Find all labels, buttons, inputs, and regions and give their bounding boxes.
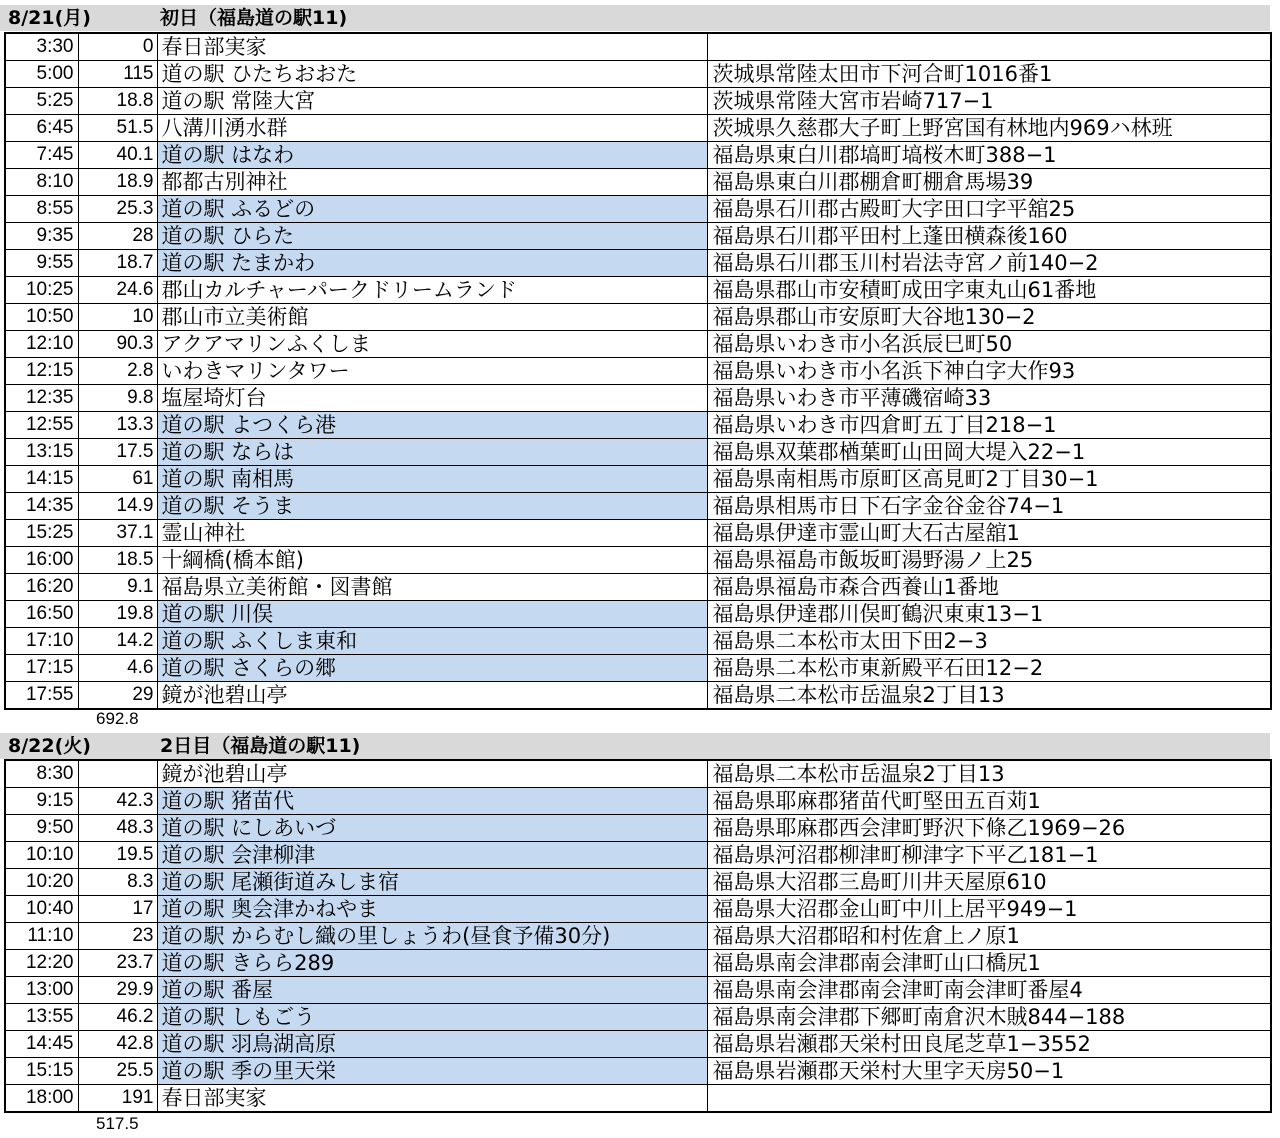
- place-name-cell: 春日部実家: [157, 1085, 707, 1113]
- time-cell: 8:30: [5, 760, 78, 788]
- place-name-cell: 道の駅 よつくら港: [157, 412, 707, 439]
- time-cell: 17:15: [5, 655, 78, 682]
- time-cell: 16:50: [5, 601, 78, 628]
- address-cell: 福島県南会津郡南会津町南会津町番屋4: [707, 977, 1271, 1004]
- table-row: [5, 760, 1271, 788]
- time-cell: 7:45: [5, 142, 78, 169]
- place-name-cell: いわきマリンタワー: [157, 358, 707, 385]
- place-name-cell: 十綱橋(橋本館): [157, 547, 707, 574]
- time-cell: 8:10: [5, 169, 78, 196]
- table-row: [5, 277, 1271, 304]
- day-header: [0, 5, 1270, 31]
- table-row: [5, 1085, 1271, 1113]
- time-cell: 6:45: [5, 115, 78, 142]
- schedule-table: [4, 32, 1272, 710]
- table-row: [5, 574, 1271, 601]
- place-name-cell: 道の駅 ひたちおおた: [157, 61, 707, 88]
- address-cell: 福島県岩瀬郡天栄村大里字天房50−1: [707, 1058, 1271, 1085]
- table-row: [5, 61, 1271, 88]
- place-name-cell: 道の駅 会津柳津: [157, 842, 707, 869]
- place-name-cell: 道の駅 しもごう: [157, 1004, 707, 1031]
- table-row: [5, 142, 1271, 169]
- place-name-cell: 福島県立美術館・図書館: [157, 574, 707, 601]
- distance-cell: 10: [78, 304, 157, 331]
- address-cell: 福島県福島市飯坂町湯野湯ノ上25: [707, 547, 1271, 574]
- address-cell: 福島県郡山市安原町大谷地130−2: [707, 304, 1271, 331]
- day-header: [0, 733, 1270, 759]
- distance-cell: 19.8: [78, 601, 157, 628]
- distance-cell: 19.5: [78, 842, 157, 869]
- table-row: [5, 977, 1271, 1004]
- table-row: [5, 412, 1271, 439]
- table-row: [5, 88, 1271, 115]
- time-cell: 9:55: [5, 250, 78, 277]
- address-cell: 福島県岩瀬郡天栄村田良尾芝草1−3552: [707, 1031, 1271, 1058]
- address-cell: 福島県伊達市霊山町大石古屋舘1: [707, 520, 1271, 547]
- address-cell: 福島県大沼郡金山町中川上居平949−1: [707, 896, 1271, 923]
- place-name-cell: 道の駅 猪苗代: [157, 788, 707, 815]
- place-name-cell: 道の駅 南相馬: [157, 466, 707, 493]
- time-cell: 13:55: [5, 1004, 78, 1031]
- place-name-cell: 郡山市立美術館: [157, 304, 707, 331]
- table-row: [5, 950, 1271, 977]
- distance-cell: 18.9: [78, 169, 157, 196]
- address-cell: 福島県東白川郡塙町塙桜木町388−1: [707, 142, 1271, 169]
- address-cell: 福島県二本松市東新殿平石田12−2: [707, 655, 1271, 682]
- place-name-cell: 道の駅 奥会津かねやま: [157, 896, 707, 923]
- time-cell: 15:25: [5, 520, 78, 547]
- address-cell: 福島県河沼郡柳津町柳津字下平乙181−1: [707, 842, 1271, 869]
- distance-cell: 23: [78, 923, 157, 950]
- address-cell: 福島県伊達郡川俣町鶴沢東東13−1: [707, 601, 1271, 628]
- distance-cell: 14.9: [78, 493, 157, 520]
- time-cell: 8:55: [5, 196, 78, 223]
- distance-cell: [78, 760, 157, 788]
- place-name-cell: 道の駅 尾瀬街道みしま宿: [157, 869, 707, 896]
- distance-cell: 18.8: [78, 88, 157, 115]
- place-name-cell: 道の駅 羽鳥湖高原: [157, 1031, 707, 1058]
- day-title: 初日（福島道の駅11): [160, 7, 348, 29]
- table-row: [5, 223, 1271, 250]
- place-name-cell: 道の駅 そうま: [157, 493, 707, 520]
- address-cell: [707, 1085, 1271, 1113]
- address-cell: 福島県耶麻郡猪苗代町堅田五百苅1: [707, 788, 1271, 815]
- distance-cell: 0: [78, 33, 157, 61]
- table-row: [5, 1058, 1271, 1085]
- time-cell: 10:10: [5, 842, 78, 869]
- time-cell: 9:15: [5, 788, 78, 815]
- table-row: [5, 896, 1271, 923]
- schedule-table: [4, 759, 1272, 1113]
- time-cell: 10:50: [5, 304, 78, 331]
- table-row: [5, 358, 1271, 385]
- distance-cell: 46.2: [78, 1004, 157, 1031]
- place-name-cell: 道の駅 常陸大宮: [157, 88, 707, 115]
- day-date: 8/22(火): [8, 735, 91, 757]
- distance-cell: 17.5: [78, 439, 157, 466]
- distance-cell: 4.6: [78, 655, 157, 682]
- table-row: [5, 842, 1271, 869]
- distance-cell: 29: [78, 682, 157, 710]
- distance-cell: 42.8: [78, 1031, 157, 1058]
- address-cell: 福島県福島市森合西養山1番地: [707, 574, 1271, 601]
- day-title: 2日目（福島道の駅11): [160, 735, 361, 757]
- total-distance: 517.5: [96, 1114, 139, 1133]
- distance-cell: 25.3: [78, 196, 157, 223]
- table-row: [5, 547, 1271, 574]
- place-name-cell: 都都古別神社: [157, 169, 707, 196]
- table-row: [5, 869, 1271, 896]
- distance-cell: 13.3: [78, 412, 157, 439]
- time-cell: 10:25: [5, 277, 78, 304]
- address-cell: 福島県耶麻郡西会津町野沢下條乙1969−26: [707, 815, 1271, 842]
- table-row: [5, 304, 1271, 331]
- address-cell: 茨城県常陸太田市下河合町1016番1: [707, 61, 1271, 88]
- place-name-cell: 春日部実家: [157, 33, 707, 61]
- distance-cell: 37.1: [78, 520, 157, 547]
- time-cell: 14:45: [5, 1031, 78, 1058]
- address-cell: 福島県石川郡古殿町大字田口字平舘25: [707, 196, 1271, 223]
- time-cell: 17:55: [5, 682, 78, 710]
- distance-cell: 28: [78, 223, 157, 250]
- distance-cell: 42.3: [78, 788, 157, 815]
- address-cell: 福島県南会津郡南会津町山口橋尻1: [707, 950, 1271, 977]
- place-name-cell: 鏡が池碧山亭: [157, 760, 707, 788]
- table-row: [5, 601, 1271, 628]
- table-row: [5, 1031, 1271, 1058]
- place-name-cell: 道の駅 にしあいづ: [157, 815, 707, 842]
- place-name-cell: 道の駅 ふくしま東和: [157, 628, 707, 655]
- address-cell: 福島県いわき市平薄磯宿崎33: [707, 385, 1271, 412]
- address-cell: 福島県大沼郡三島町川井天屋原610: [707, 869, 1271, 896]
- table-row: [5, 250, 1271, 277]
- table-row: [5, 815, 1271, 842]
- distance-cell: 8.3: [78, 869, 157, 896]
- distance-cell: 48.3: [78, 815, 157, 842]
- table-row: [5, 788, 1271, 815]
- address-cell: 福島県南相馬市原町区高見町2丁目30−1: [707, 466, 1271, 493]
- address-cell: 福島県大沼郡昭和村佐倉上ノ原1: [707, 923, 1271, 950]
- place-name-cell: 道の駅 ならは: [157, 439, 707, 466]
- time-cell: 14:35: [5, 493, 78, 520]
- table-row: [5, 115, 1271, 142]
- time-cell: 17:10: [5, 628, 78, 655]
- address-cell: 福島県二本松市岳温泉2丁目13: [707, 682, 1271, 710]
- table-row: [5, 331, 1271, 358]
- distance-cell: 61: [78, 466, 157, 493]
- table-row: [5, 1004, 1271, 1031]
- place-name-cell: 道の駅 季の里天栄: [157, 1058, 707, 1085]
- time-cell: 9:35: [5, 223, 78, 250]
- distance-cell: 90.3: [78, 331, 157, 358]
- table-row: [5, 439, 1271, 466]
- time-cell: 12:15: [5, 358, 78, 385]
- address-cell: 福島県二本松市太田下田2−3: [707, 628, 1271, 655]
- address-cell: 福島県相馬市日下石字金谷金谷74−1: [707, 493, 1271, 520]
- address-cell: 福島県双葉郡楢葉町山田岡大堤入22−1: [707, 439, 1271, 466]
- distance-cell: 18.5: [78, 547, 157, 574]
- address-cell: 福島県二本松市岳温泉2丁目13: [707, 760, 1271, 788]
- distance-cell: 23.7: [78, 950, 157, 977]
- time-cell: 10:40: [5, 896, 78, 923]
- table-row: [5, 923, 1271, 950]
- place-name-cell: 道の駅 さくらの郷: [157, 655, 707, 682]
- address-cell: 福島県東白川郡棚倉町棚倉馬場39: [707, 169, 1271, 196]
- address-cell: 福島県いわき市小名浜下神白字大作93: [707, 358, 1271, 385]
- distance-cell: 17: [78, 896, 157, 923]
- total-distance: 692.8: [96, 709, 139, 728]
- schedule-body: [5, 760, 1271, 1112]
- time-cell: 12:55: [5, 412, 78, 439]
- place-name-cell: 道の駅 からむし織の里しょうわ(昼食予備30分): [157, 923, 707, 950]
- distance-cell: 24.6: [78, 277, 157, 304]
- address-cell: [707, 33, 1271, 61]
- address-cell: 福島県南会津郡下郷町南倉沢木賊844−188: [707, 1004, 1271, 1031]
- table-row: [5, 33, 1271, 61]
- time-cell: 13:00: [5, 977, 78, 1004]
- place-name-cell: 塩屋埼灯台: [157, 385, 707, 412]
- table-row: [5, 628, 1271, 655]
- time-cell: 18:00: [5, 1085, 78, 1113]
- place-name-cell: 道の駅 きらら289: [157, 950, 707, 977]
- place-name-cell: 道の駅 はなわ: [157, 142, 707, 169]
- place-name-cell: 八溝川湧水群: [157, 115, 707, 142]
- distance-cell: 191: [78, 1085, 157, 1113]
- time-cell: 9:50: [5, 815, 78, 842]
- distance-cell: 9.8: [78, 385, 157, 412]
- time-cell: 14:15: [5, 466, 78, 493]
- table-row: [5, 466, 1271, 493]
- address-cell: 福島県いわき市小名浜辰巳町50: [707, 331, 1271, 358]
- place-name-cell: 道の駅 ひらた: [157, 223, 707, 250]
- time-cell: 11:10: [5, 923, 78, 950]
- table-row: [5, 520, 1271, 547]
- address-cell: 福島県石川郡平田村上蓬田横森後160: [707, 223, 1271, 250]
- distance-cell: 14.2: [78, 628, 157, 655]
- time-cell: 12:20: [5, 950, 78, 977]
- place-name-cell: 道の駅 たまかわ: [157, 250, 707, 277]
- address-cell: 福島県郡山市安積町成田字東丸山61番地: [707, 277, 1271, 304]
- time-cell: 15:15: [5, 1058, 78, 1085]
- time-cell: 12:10: [5, 331, 78, 358]
- table-row: [5, 385, 1271, 412]
- schedule-body: [5, 33, 1271, 709]
- address-cell: 福島県いわき市四倉町五丁目218−1: [707, 412, 1271, 439]
- place-name-cell: 道の駅 川俣: [157, 601, 707, 628]
- table-row: [5, 682, 1271, 710]
- time-cell: 16:00: [5, 547, 78, 574]
- table-row: [5, 196, 1271, 223]
- distance-cell: 40.1: [78, 142, 157, 169]
- time-cell: 5:00: [5, 61, 78, 88]
- distance-cell: 29.9: [78, 977, 157, 1004]
- table-row: [5, 493, 1271, 520]
- time-cell: 16:20: [5, 574, 78, 601]
- place-name-cell: 郡山カルチャーパークドリームランド: [157, 277, 707, 304]
- time-cell: 3:30: [5, 33, 78, 61]
- place-name-cell: 霊山神社: [157, 520, 707, 547]
- place-name-cell: 道の駅 ふるどの: [157, 196, 707, 223]
- distance-cell: 2.8: [78, 358, 157, 385]
- distance-cell: 25.5: [78, 1058, 157, 1085]
- place-name-cell: 道の駅 番屋: [157, 977, 707, 1004]
- distance-cell: 115: [78, 61, 157, 88]
- table-row: [5, 655, 1271, 682]
- distance-cell: 18.7: [78, 250, 157, 277]
- time-cell: 10:20: [5, 869, 78, 896]
- address-cell: 茨城県常陸大宮市岩崎717−1: [707, 88, 1271, 115]
- time-cell: 13:15: [5, 439, 78, 466]
- day-date: 8/21(月): [8, 7, 91, 29]
- table-row: [5, 169, 1271, 196]
- time-cell: 5:25: [5, 88, 78, 115]
- distance-cell: 51.5: [78, 115, 157, 142]
- place-name-cell: アクアマリンふくしま: [157, 331, 707, 358]
- place-name-cell: 鏡が池碧山亭: [157, 682, 707, 710]
- address-cell: 茨城県久慈郡大子町上野宮国有林地内969ハ林班: [707, 115, 1271, 142]
- time-cell: 12:35: [5, 385, 78, 412]
- distance-cell: 9.1: [78, 574, 157, 601]
- address-cell: 福島県石川郡玉川村岩法寺宮ノ前140−2: [707, 250, 1271, 277]
